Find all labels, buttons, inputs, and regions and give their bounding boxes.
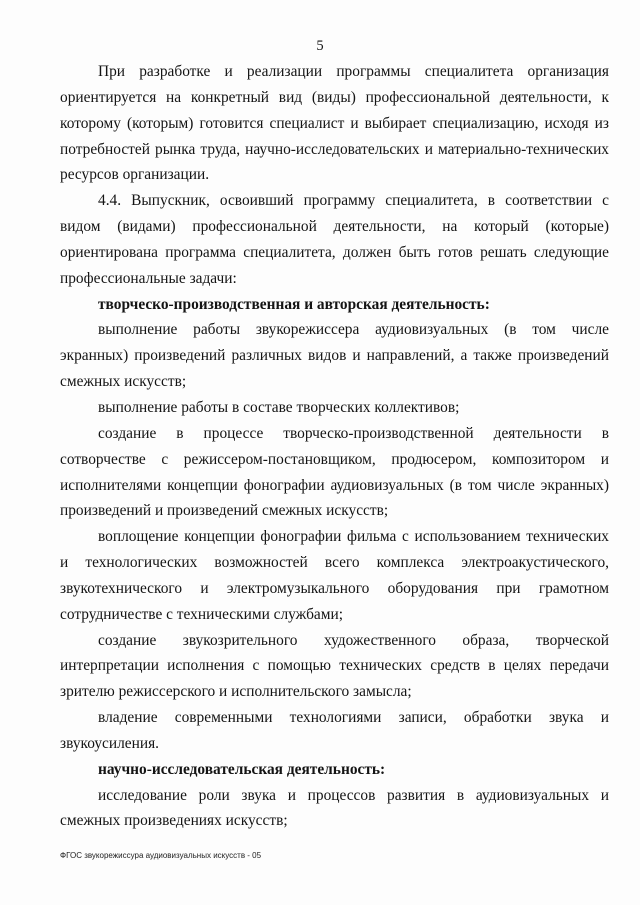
heading-research-activity: научно-исследовательская деятельность:	[98, 760, 386, 778]
paragraph-phonography-concept: создание в процессе творческо-производственной деятельности в сотворчестве с режиссером-постановщиком, продюсером, композитором и исполнителями концепции фонографии аудиовизуальных (в том числе экранных) произведений и произведений смежных искусств;	[60, 424, 609, 520]
paragraph-sound-role-research: исследование роли звука и процессов развития в аудиовизуальных и смежных произведениях искусств;	[60, 786, 609, 830]
paragraph-specialization-orientation: При разработке и реализации программы специалитета организация ориентируется на конкретный вид (виды) профессиональной деятельности, к которому (которым) готовится специалист и выбирает специализацию, исходя из потребностей рынка труда, научно-исследовательских и материально-технических ресурсов организации.	[60, 63, 609, 184]
paragraph-modern-technologies: владение современными технологиями записи, обработки звука и звукоусиления.	[60, 709, 609, 752]
document-body	[60, 59, 609, 834]
footer-document-id: ФГОС звукорежиссура аудиовизуальных искусств - 05	[60, 851, 262, 860]
paragraph-sound-director-work: выполнение работы звукорежиссера аудиовизуальных (в том числе экранных) произведений различных видов и направлений, а также произведений смежных искусств;	[60, 321, 609, 391]
paragraph-creative-teams: выполнение работы в составе творческих коллективов;	[98, 398, 460, 416]
heading-creative-production-activity: творческо-производственная и авторская деятельность:	[98, 295, 490, 313]
paragraph-film-phonography-implementation: воплощение концепции фонографии фильма с использованием технических и технологических возможностей всего комплекса электроакустического, звукотехнического и электромузыкального оборудования при грамотном сотрудничестве с техническими службами;	[60, 528, 609, 623]
paragraph-4-4-graduate-tasks: 4.4. Выпускник, освоивший программу специалитета, в соответствии с видом (видами) профессиональной деятельности, на который (которые) ориентирована программа специалитета, должен быть готов решать следующие профессиональные задачи:	[60, 192, 609, 287]
page-number: 5	[316, 38, 324, 54]
paragraph-audiovisual-image: создание звукозрительного художественного образа, творческой интерпретации исполнения с помощью технических средств в целях передачи зрителю режиссерского и исполнительского замысла;	[60, 631, 609, 701]
